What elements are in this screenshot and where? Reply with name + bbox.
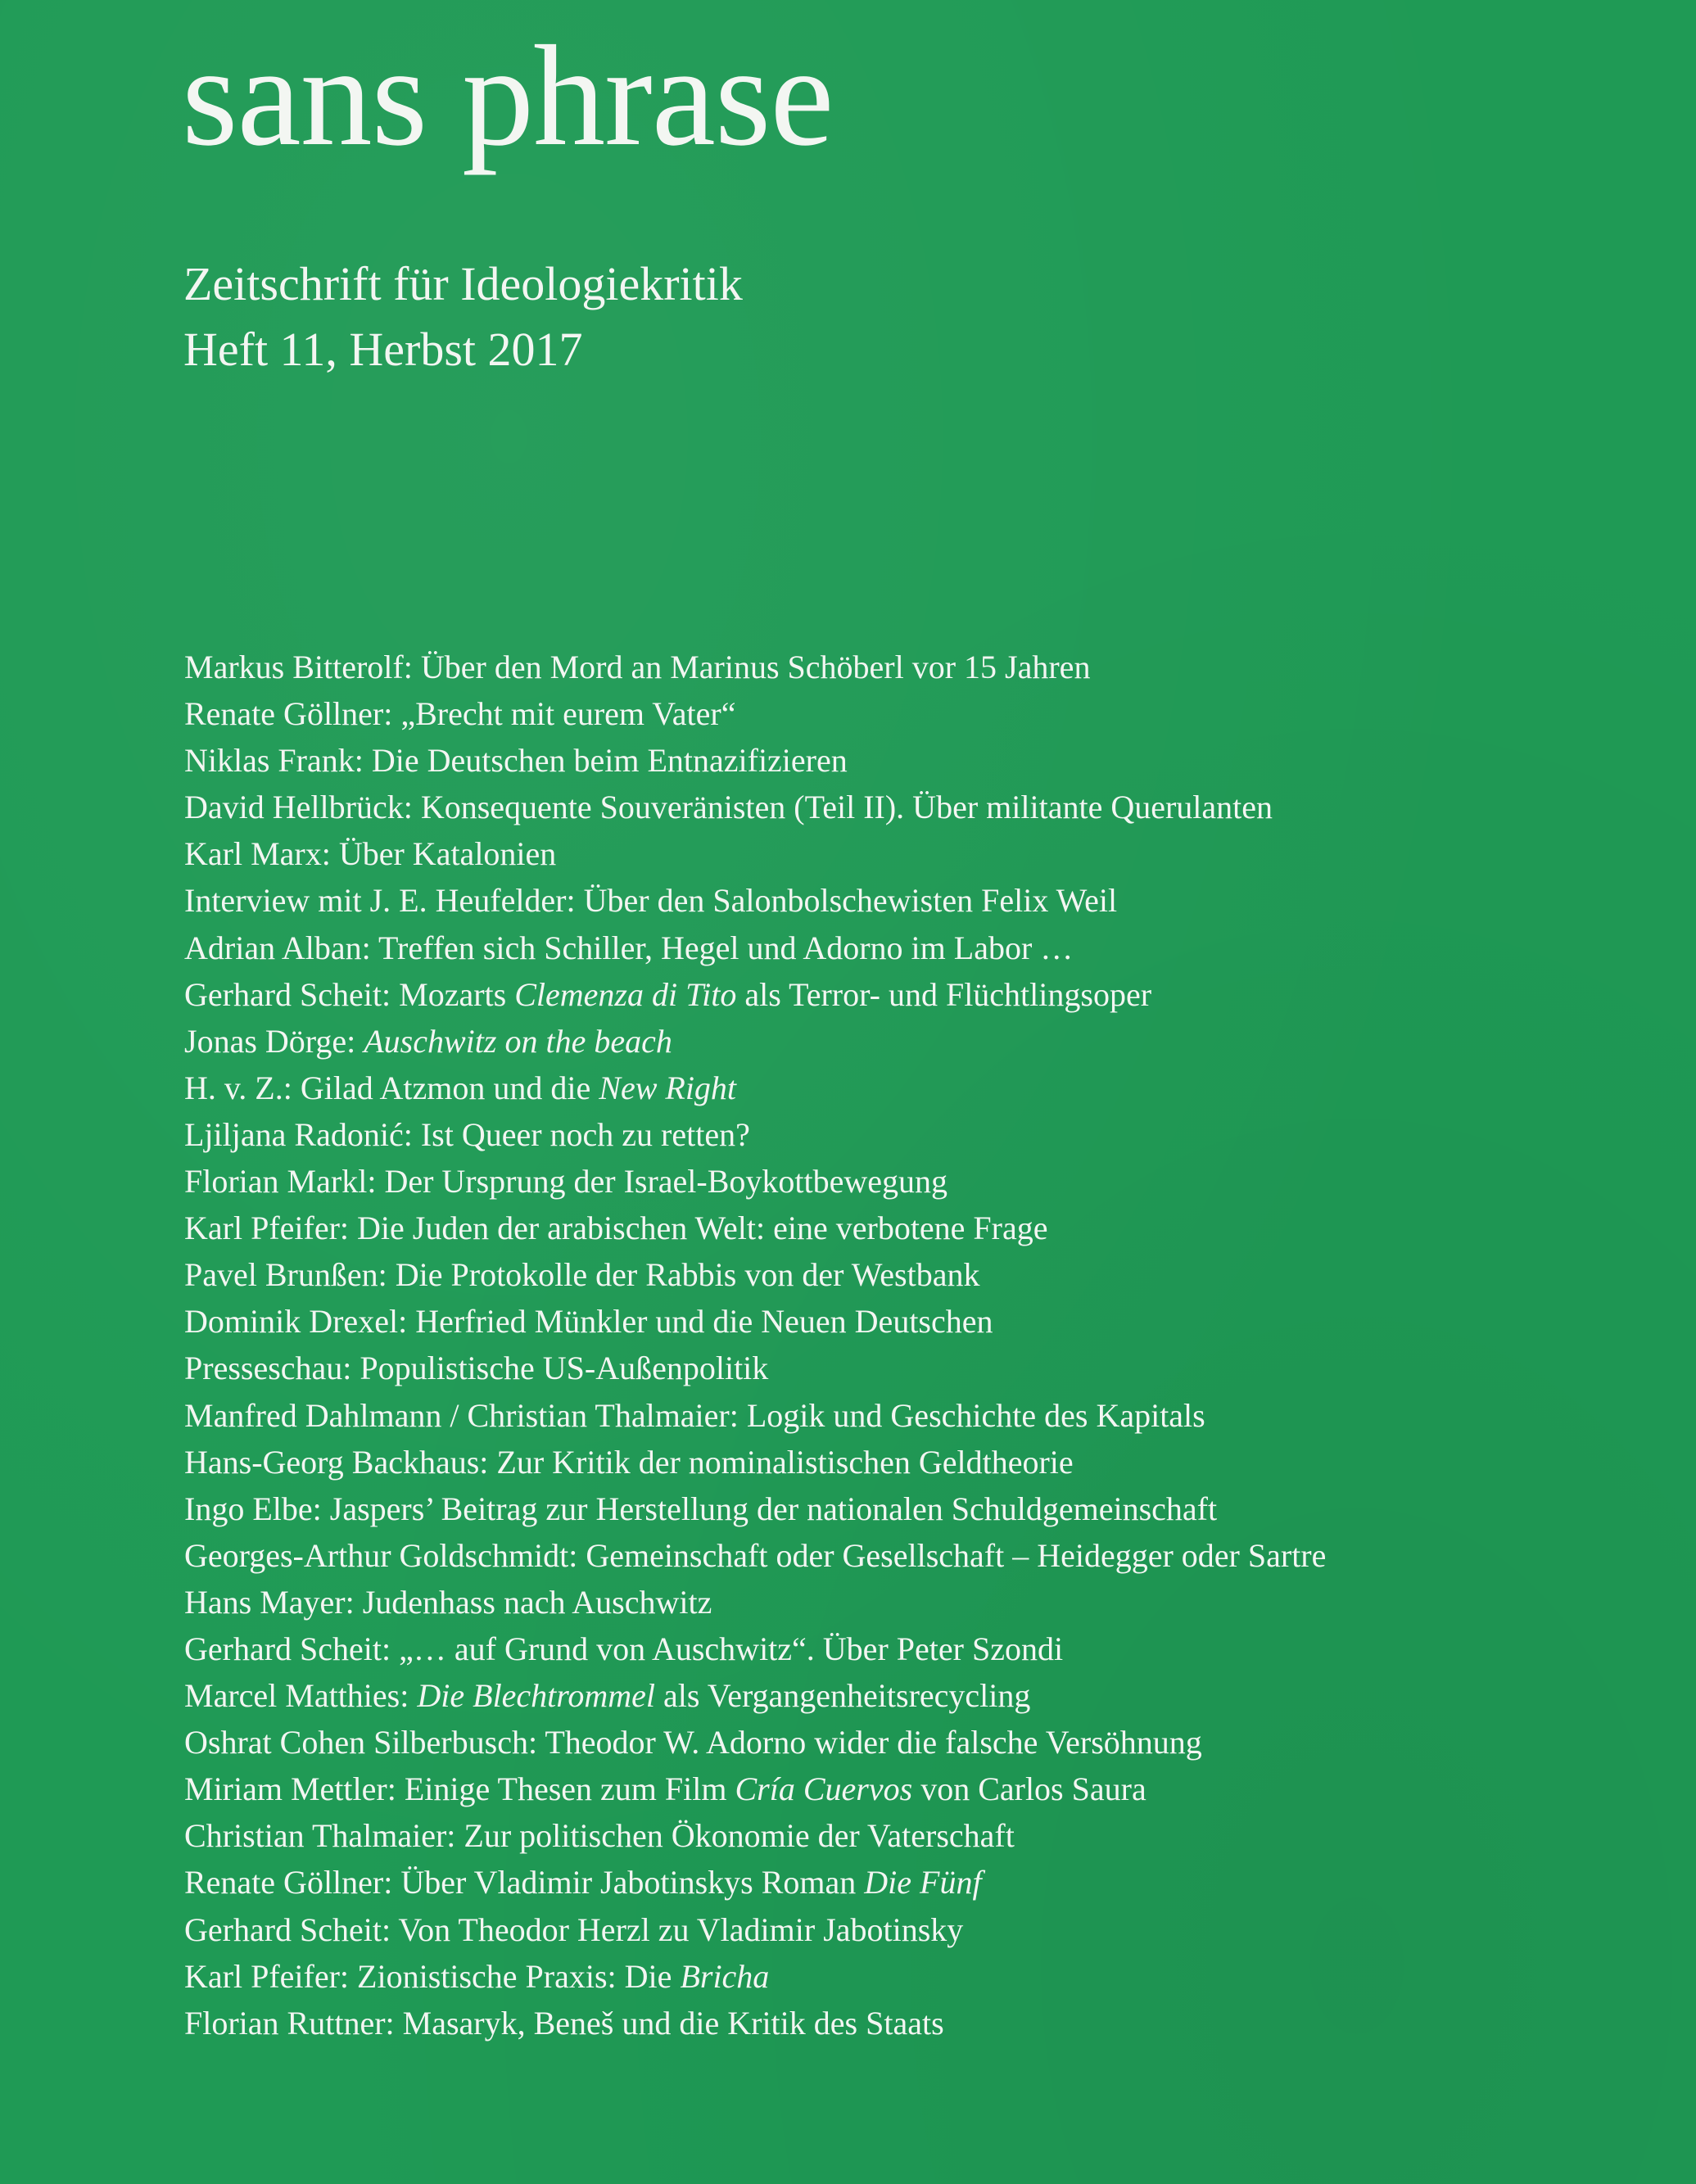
entry-author: Georges-Arthur Goldschmidt (184, 1536, 569, 1574)
entry-separator: : (383, 1864, 401, 1901)
entry-author: Niklas Frank (184, 742, 355, 780)
contents-entry (184, 2000, 1326, 2046)
entry-separator: : (382, 1910, 399, 1948)
contents-entry (184, 1345, 1326, 1391)
entry-author: Gerhard Scheit (184, 1910, 382, 1948)
entry-separator: : (342, 1350, 360, 1387)
entry-author: Jonas Dörge (184, 1022, 347, 1060)
entry-author: Karl Marx (184, 835, 322, 873)
entry-title-text: Konsequente Souveränisten (Teil II). Über militante Querulanten (420, 789, 1273, 826)
entry-title-text: „Brecht mit eurem Vater“ (400, 695, 736, 733)
magazine-title: sans phrase (182, 16, 834, 176)
entry-title-text: Über den Mord an Marinus Schöberl vor 15 Jahren (420, 649, 1091, 685)
contents-entry (184, 690, 1326, 737)
entry-separator: : (446, 1817, 464, 1855)
entry-author: H. v. Z. (184, 1069, 283, 1106)
table-of-contents (184, 644, 1326, 2046)
contents-entry (184, 1953, 1326, 2000)
entry-title-text: Zionistische Praxis: Die (357, 1957, 681, 1995)
contents-entry (184, 1439, 1326, 1485)
entry-author: Adrian Alban (184, 929, 362, 966)
entry-author: Florian Ruttner (184, 2004, 386, 2042)
entry-title-italic: Auschwitz on the beach (364, 1022, 672, 1060)
entry-author: Karl Pfeifer (184, 1210, 340, 1247)
entry-title-text: Treffen sich Schiller, Hegel und Adorno im Labor … (378, 929, 1074, 966)
entry-title-text: von Carlos Saura (912, 1770, 1146, 1808)
entry-author: David Hellbrück (184, 789, 404, 826)
entry-separator: : (387, 1770, 405, 1808)
contents-entry (184, 1626, 1326, 1672)
entry-title-text: Einige Thesen zum Film (404, 1770, 735, 1808)
entry-author: Marcel Matthies (184, 1677, 400, 1715)
entry-separator: : (403, 1115, 421, 1153)
entry-separator: : (527, 1724, 545, 1761)
contents-entry (184, 1298, 1326, 1345)
entry-title-text: Logik und Geschichte des Kapitals (746, 1396, 1205, 1434)
entry-separator: : (729, 1396, 747, 1434)
entry-separator: : (339, 1957, 358, 1995)
contents-entry (184, 1485, 1326, 1532)
entry-author: Gerhard Scheit (184, 975, 382, 1013)
entry-author: Gerhard Scheit (184, 1630, 382, 1667)
entry-title-text: Mozarts (399, 975, 515, 1013)
entry-separator: : (367, 1163, 385, 1201)
entry-title-text: Über den Salonbolschewisten Felix Weil (583, 882, 1118, 920)
entry-title-italic: Cría Cuervos (735, 1770, 913, 1808)
entry-separator: : (345, 1583, 363, 1621)
entry-author: Manfred Dahlmann / Christian Thalmaier (184, 1396, 730, 1434)
entry-title-italic: Bricha (680, 1957, 770, 1995)
entry-title-text: Gemeinschaft oder Gesellschaft – Heidegger oder Sartre (586, 1536, 1327, 1574)
entry-author: Markus Bitterolf (184, 649, 404, 685)
entry-title-text: Die Deutschen beim Entnazifizieren (371, 742, 848, 780)
entry-author: Hans Mayer (184, 1583, 346, 1621)
entry-separator: : (312, 1490, 330, 1527)
entry-author: Hans-Georg Backhaus (184, 1443, 480, 1481)
entry-separator: : (403, 789, 421, 826)
contents-entry (184, 1532, 1326, 1579)
entry-title-text: als Terror- und Flüchtlingsoper (736, 975, 1152, 1013)
entry-separator: : (382, 975, 400, 1013)
entry-author: Interview mit J. E. Heufelder (184, 882, 567, 920)
entry-author: Renate Göllner (184, 695, 384, 733)
contents-entry (184, 644, 1326, 690)
entry-title-text: Der Ursprung der Israel-Boykottbewegung (384, 1163, 948, 1201)
entry-title-text: Populistische US-Außenpolitik (360, 1350, 769, 1387)
entry-title-italic: Die Fünf (864, 1864, 982, 1901)
entry-separator: : (385, 2004, 403, 2042)
entry-title-text: Von Theodor Herzl zu Vladimir Jabotinsky (398, 1910, 964, 1948)
entry-separator: : (321, 835, 339, 873)
magazine-subtitle: Zeitschrift für Ideologiekritik (183, 257, 743, 310)
entry-separator: : (383, 695, 401, 733)
entry-author: Oshrat Cohen Silberbusch (184, 1724, 528, 1761)
issue-label: Heft 11, Herbst 2017 (183, 323, 583, 376)
entry-title-text: als Vergangenheitsrecycling (655, 1677, 1031, 1715)
entry-separator: : (398, 1303, 416, 1341)
entry-separator: : (339, 1210, 358, 1247)
entry-title-text: Über Katalonien (338, 835, 557, 873)
entry-title-text: Gilad Atzmon und die (300, 1069, 599, 1106)
contents-entry (184, 1205, 1326, 1251)
entry-separator: : (378, 1256, 396, 1294)
contents-entry (184, 1859, 1326, 1906)
entry-title-text: Die Juden der arabischen Welt: eine verbotene Frage (357, 1210, 1048, 1247)
contents-entry (184, 971, 1326, 1018)
entry-title-italic: Die Blechtrommel (417, 1677, 656, 1715)
entry-author: Renate Göllner (184, 1864, 384, 1901)
entry-title-text: Über Vladimir Jabotinskys Roman (400, 1864, 865, 1901)
entry-author: Christian Thalmaier (184, 1817, 447, 1855)
entry-title-italic: New Right (599, 1069, 737, 1106)
contents-entry (184, 830, 1326, 877)
contents-entry (184, 1251, 1326, 1298)
entry-author: Dominik Drexel (184, 1303, 399, 1341)
entry-title-text: Ist Queer noch zu retten? (420, 1115, 750, 1153)
contents-entry (184, 1766, 1326, 1812)
entry-separator: : (566, 882, 584, 920)
entry-separator: : (283, 1069, 301, 1106)
entry-author: Ljiljana Radonić (184, 1115, 404, 1153)
entry-title-text: Herfried Münkler und die Neuen Deutschen (415, 1303, 993, 1341)
entry-author: Florian Markl (184, 1163, 368, 1201)
contents-entry (184, 1392, 1326, 1439)
contents-entry (184, 1065, 1326, 1111)
entry-title-text: Zur Kritik der nominalistischen Geldtheorie (496, 1443, 1074, 1481)
entry-author: Presseschau (184, 1350, 343, 1387)
contents-entry (184, 784, 1326, 830)
contents-entry (184, 1906, 1326, 1953)
entry-author: Karl Pfeifer (184, 1957, 340, 1995)
entry-author: Pavel Brunßen (184, 1256, 378, 1294)
contents-entry (184, 1672, 1326, 1719)
contents-entry (184, 737, 1326, 784)
contents-entry (184, 1812, 1326, 1859)
entry-title-text: Zur politischen Ökonomie der Vaterschaft (464, 1817, 1015, 1855)
entry-separator: : (346, 1022, 364, 1060)
contents-entry (184, 1579, 1326, 1626)
contents-entry (184, 877, 1326, 924)
entry-separator: : (400, 1677, 418, 1715)
entry-title-text: Die Protokolle der Rabbis von der Westbank (395, 1256, 980, 1294)
entry-title-text: Masaryk, Beneš und die Kritik des Staats (402, 2004, 944, 2042)
entry-separator: : (354, 742, 372, 780)
contents-entry (184, 1111, 1326, 1158)
entry-separator: : (403, 649, 421, 685)
contents-entry (184, 1719, 1326, 1766)
entry-title-text: Jaspers’ Beitrag zur Herstellung der nationalen Schuldgemeinschaft (329, 1490, 1218, 1527)
entry-title-text: Theodor W. Adorno wider die falsche Versöhnung (545, 1724, 1202, 1761)
contents-entry (184, 1158, 1326, 1205)
entry-separator: : (382, 1630, 400, 1667)
entry-separator: : (361, 929, 379, 966)
entry-title-text: „… auf Grund von Auschwitz“. Über Peter Szondi (399, 1630, 1064, 1667)
entry-separator: : (568, 1536, 586, 1574)
entry-separator: : (479, 1443, 497, 1481)
entry-title-text: Judenhass nach Auschwitz (362, 1583, 712, 1621)
contents-entry (184, 925, 1326, 971)
entry-author: Miriam Mettler (184, 1770, 387, 1808)
entry-title-italic: Clemenza di Tito (514, 975, 737, 1013)
entry-author: Ingo Elbe (184, 1490, 313, 1527)
contents-entry (184, 1018, 1326, 1065)
